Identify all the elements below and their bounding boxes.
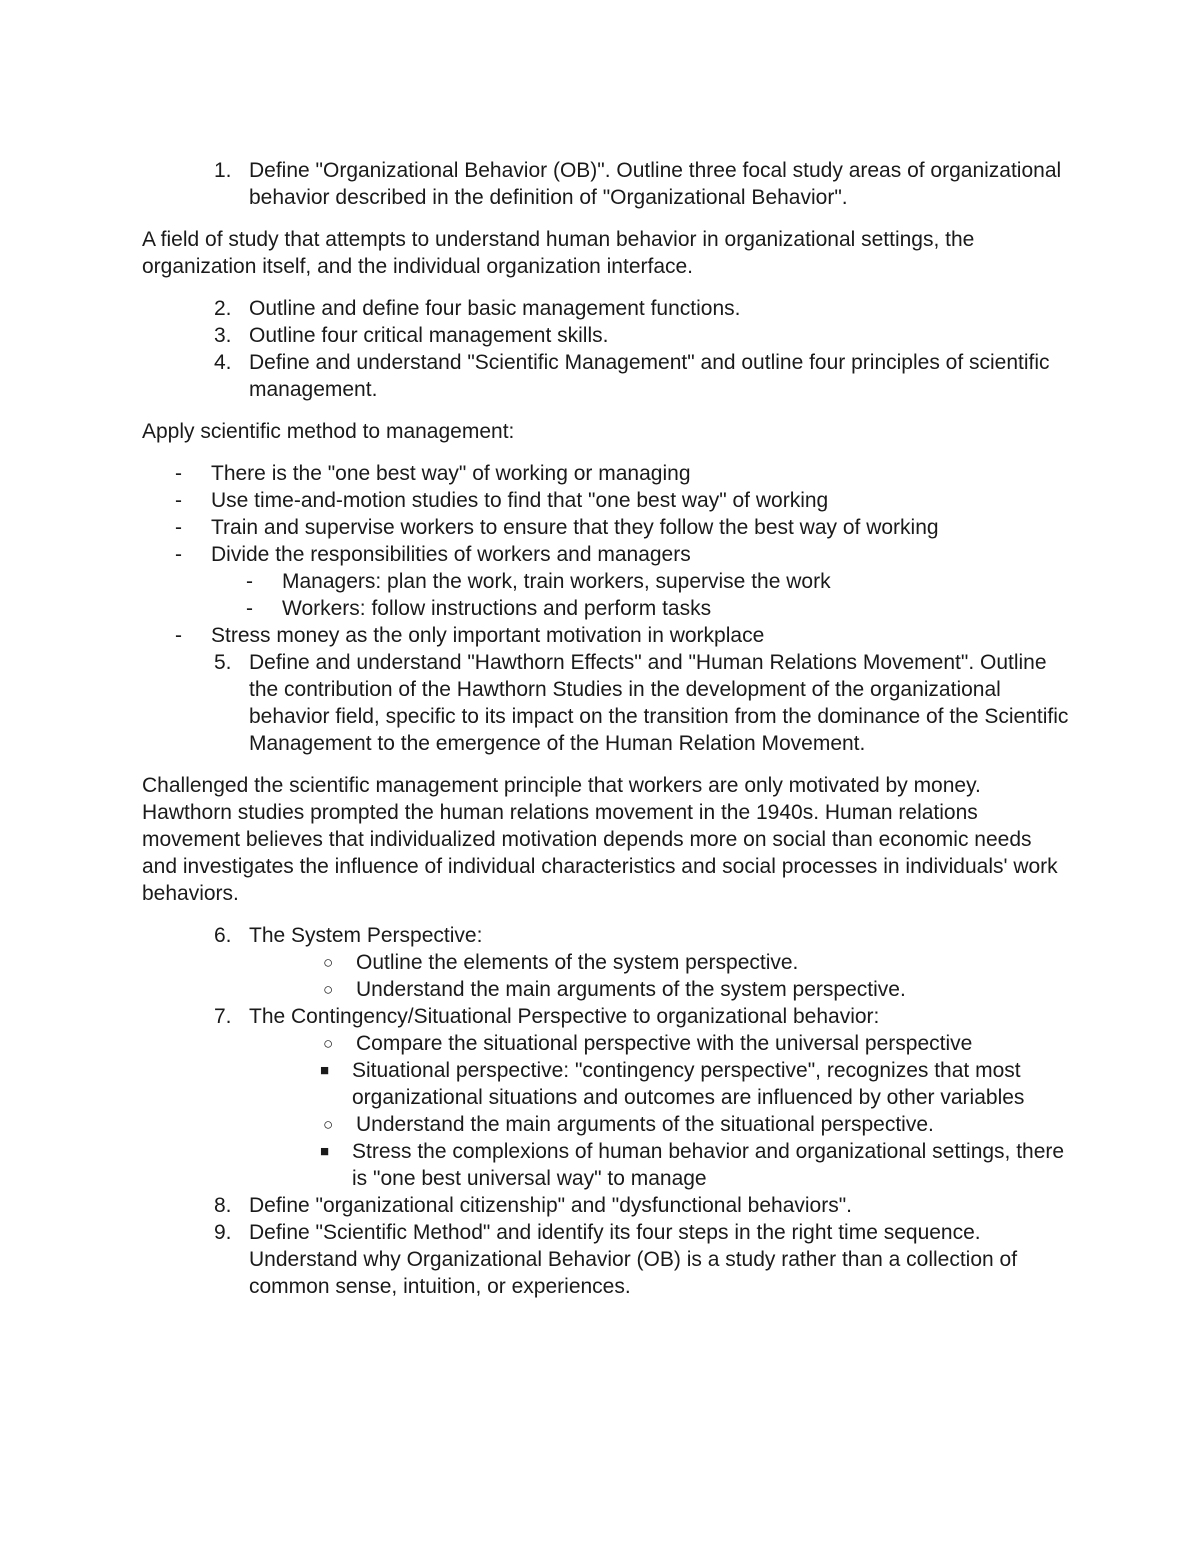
list-item-text: Compare the situational perspective with the universal perspective bbox=[356, 1032, 973, 1055]
question-6 bbox=[142, 922, 1072, 949]
question-number: 3. bbox=[214, 324, 232, 347]
list-item bbox=[142, 514, 1072, 541]
answer-scientific-intro: Apply scientific method to management: bbox=[142, 420, 515, 443]
question-text: Define and understand "Scientific Management" and outline four principles of scientific management. bbox=[249, 351, 1050, 401]
square-bullet: ■ bbox=[320, 1143, 330, 1160]
list-item bbox=[142, 487, 1072, 514]
list-item bbox=[142, 1111, 1072, 1138]
question-7 bbox=[142, 1003, 1072, 1030]
list-item bbox=[142, 622, 1072, 649]
question-8 bbox=[142, 1192, 1072, 1219]
dash-bullet: - bbox=[175, 624, 182, 647]
list-item bbox=[142, 1057, 1072, 1111]
list-item-text: Stress money as the only important motivation in workplace bbox=[211, 624, 765, 647]
question-text: Outline and define four basic management functions. bbox=[249, 297, 741, 320]
square-bullet: ■ bbox=[320, 1062, 330, 1079]
question-text: Define and understand "Hawthorn Effects" and "Human Relations Movement". Outline the contribution of the Hawthorn Studies in the development of the organizational behavior field, specific to its impact on the transition from the dominance of the Scientific Management to the emergence of the Human Relation Movement. bbox=[249, 651, 1069, 755]
list-item-text: Use time-and-motion studies to find that "one best way" of working bbox=[211, 489, 829, 512]
question-number: 5. bbox=[214, 651, 232, 674]
question-5 bbox=[142, 649, 1072, 757]
list-item-text: Outline the elements of the system perspective. bbox=[356, 951, 799, 974]
list-item bbox=[142, 1138, 1072, 1192]
list-item-text: Train and supervise workers to ensure that they follow the best way of working bbox=[211, 516, 939, 539]
list-item-text: There is the "one best way" of working or managing bbox=[211, 462, 691, 485]
answer-ob-definition: A field of study that attempts to understand human behavior in organizational settings, the organization itself, and the individual organization interface. bbox=[142, 228, 975, 278]
question-text: Define "Scientific Method" and identify its four steps in the right time sequence. Understand why Organizational Behavior (OB) is a study rather than a collection of common sense, intuition, or experiences. bbox=[249, 1221, 1018, 1298]
dash-bullet: - bbox=[175, 516, 182, 539]
question-text: Define "Organizational Behavior (OB)". Outline three focal study areas of organizational behavior described in the definition of "Organizational Behavior". bbox=[249, 159, 1062, 209]
question-number: 2. bbox=[214, 297, 232, 320]
list-item-text: Situational perspective: "contingency perspective", recognizes that most organizational situations and outcomes are influenced by other variables bbox=[352, 1059, 1025, 1109]
question-9 bbox=[142, 1219, 1072, 1300]
list-item bbox=[142, 949, 1072, 976]
list-item-text: Stress the complexions of human behavior and organizational settings, there is "one best universal way" to manage bbox=[352, 1140, 1065, 1190]
circle-bullet: ○ bbox=[323, 1034, 334, 1053]
question-text: Define "organizational citizenship" and "dysfunctional behaviors". bbox=[249, 1194, 853, 1217]
question-number: 4. bbox=[214, 351, 232, 374]
list-item bbox=[142, 976, 1072, 1003]
question-3 bbox=[142, 322, 1072, 349]
dash-bullet: - bbox=[175, 462, 182, 485]
list-item bbox=[142, 595, 1072, 622]
answer-hawthorn: Challenged the scientific management principle that workers are only motivated by money. Hawthorn studies prompted the human relations movement in the 1940s. Human relations movement believes that individualized motivation depends more on social than economic needs and investigates the influence of individual characteristics and social processes in individuals' work behaviors. bbox=[142, 774, 1058, 905]
list-item-text: Workers: follow instructions and perform tasks bbox=[282, 597, 712, 620]
question-text: The Contingency/Situational Perspective to organizational behavior: bbox=[249, 1005, 880, 1028]
dash-bullet: - bbox=[175, 543, 182, 566]
list-item-text: Divide the responsibilities of workers and managers bbox=[211, 543, 691, 566]
document-body bbox=[142, 157, 1072, 1300]
circle-bullet: ○ bbox=[323, 980, 334, 999]
dash-bullet: - bbox=[246, 597, 253, 620]
question-1 bbox=[142, 157, 1072, 211]
list-item bbox=[142, 568, 1072, 595]
circle-bullet: ○ bbox=[323, 953, 334, 972]
question-number: 9. bbox=[214, 1221, 232, 1244]
dash-bullet: - bbox=[175, 489, 182, 512]
question-2 bbox=[142, 295, 1072, 322]
list-item bbox=[142, 541, 1072, 568]
list-item-text: Understand the main arguments of the situational perspective. bbox=[356, 1113, 934, 1136]
question-number: 1. bbox=[214, 159, 232, 182]
question-text: Outline four critical management skills. bbox=[249, 324, 609, 347]
circle-bullet: ○ bbox=[323, 1115, 334, 1134]
question-number: 6. bbox=[214, 924, 232, 947]
question-number: 8. bbox=[214, 1194, 232, 1217]
question-text: The System Perspective: bbox=[249, 924, 483, 947]
list-item-text: Managers: plan the work, train workers, supervise the work bbox=[282, 570, 831, 593]
question-4 bbox=[142, 349, 1072, 403]
list-item-text: Understand the main arguments of the system perspective. bbox=[356, 978, 906, 1001]
dash-bullet: - bbox=[246, 570, 253, 593]
list-item bbox=[142, 460, 1072, 487]
list-item bbox=[142, 1030, 1072, 1057]
question-number: 7. bbox=[214, 1005, 232, 1028]
